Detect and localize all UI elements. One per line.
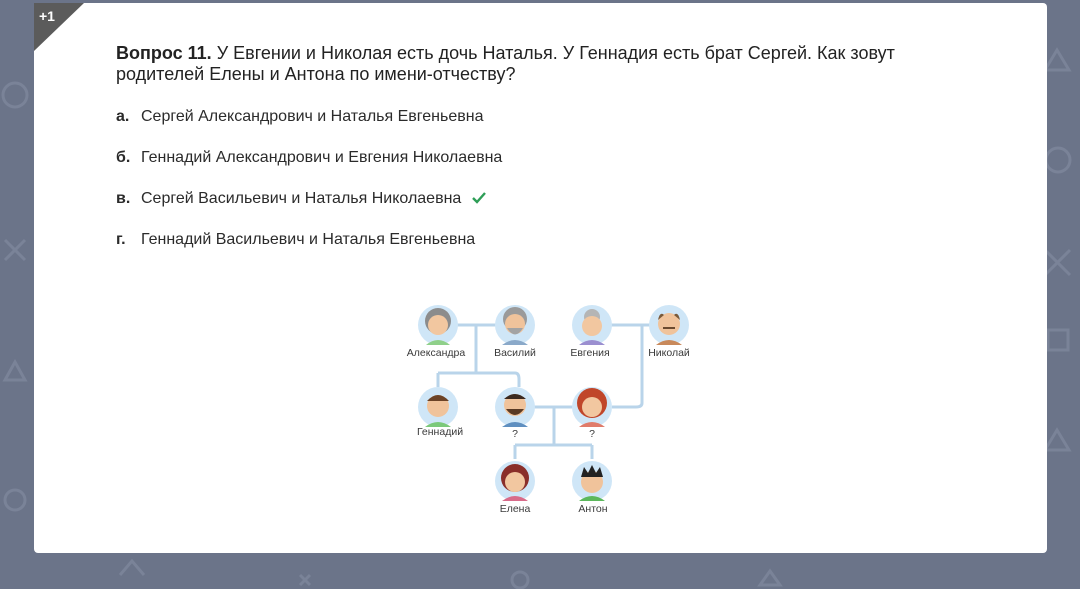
answer-option-a[interactable] — [116, 108, 502, 149]
person-elena — [495, 461, 535, 515]
person-nikolay — [648, 305, 690, 359]
answer-list — [116, 108, 502, 272]
person-name: ? — [512, 428, 518, 440]
person-anton — [572, 461, 612, 515]
checkmark-icon — [471, 191, 487, 210]
answer-label: Сергей Васильевич и Наталья Николаевна — [141, 190, 462, 207]
answer-label: Сергей Александрович и Наталья Евгеньевна — [141, 108, 484, 125]
answer-letter: а. — [116, 108, 130, 125]
answer-letter: б. — [116, 149, 131, 166]
question-body: У Евгении и Николая есть дочь Наталья. У Геннадия есть брат Сергей. Как зовут родителей Елены и Антона по имени-отчеству? — [116, 43, 895, 84]
answer-option-c[interactable] — [116, 190, 502, 231]
person-name: Николай — [648, 347, 690, 359]
person-gennadiy — [417, 387, 463, 438]
person-name: Александра — [406, 347, 466, 359]
person-unknown-father — [495, 387, 535, 440]
family-tree-diagram — [374, 293, 690, 518]
question-card — [34, 3, 1047, 553]
answer-label: Геннадий Васильевич и Наталья Евгеньевна — [141, 231, 476, 248]
points-badge-label: +1 — [39, 8, 55, 24]
person-name: Елена — [499, 503, 531, 515]
answer-label: Геннадий Александрович и Евгения Николаевна — [141, 149, 503, 166]
person-aleksandra — [407, 305, 466, 359]
question-text — [116, 43, 976, 85]
person-unknown-mother — [572, 387, 612, 440]
person-evgenia — [570, 305, 612, 359]
person-name: Геннадий — [416, 426, 464, 438]
person-name: Евгения — [570, 347, 610, 359]
person-name: Антон — [578, 503, 608, 515]
question-number: Вопрос 11. — [116, 43, 212, 63]
answer-letter: в. — [116, 190, 131, 207]
answer-letter: г. — [116, 231, 126, 248]
answer-option-d[interactable] — [116, 231, 502, 272]
person-vasiliy — [494, 305, 536, 359]
person-name: ? — [589, 428, 595, 440]
person-name: Василий — [494, 347, 536, 359]
tree-connectors — [438, 325, 669, 459]
answer-option-b[interactable] — [116, 149, 502, 190]
points-badge — [34, 3, 84, 51]
